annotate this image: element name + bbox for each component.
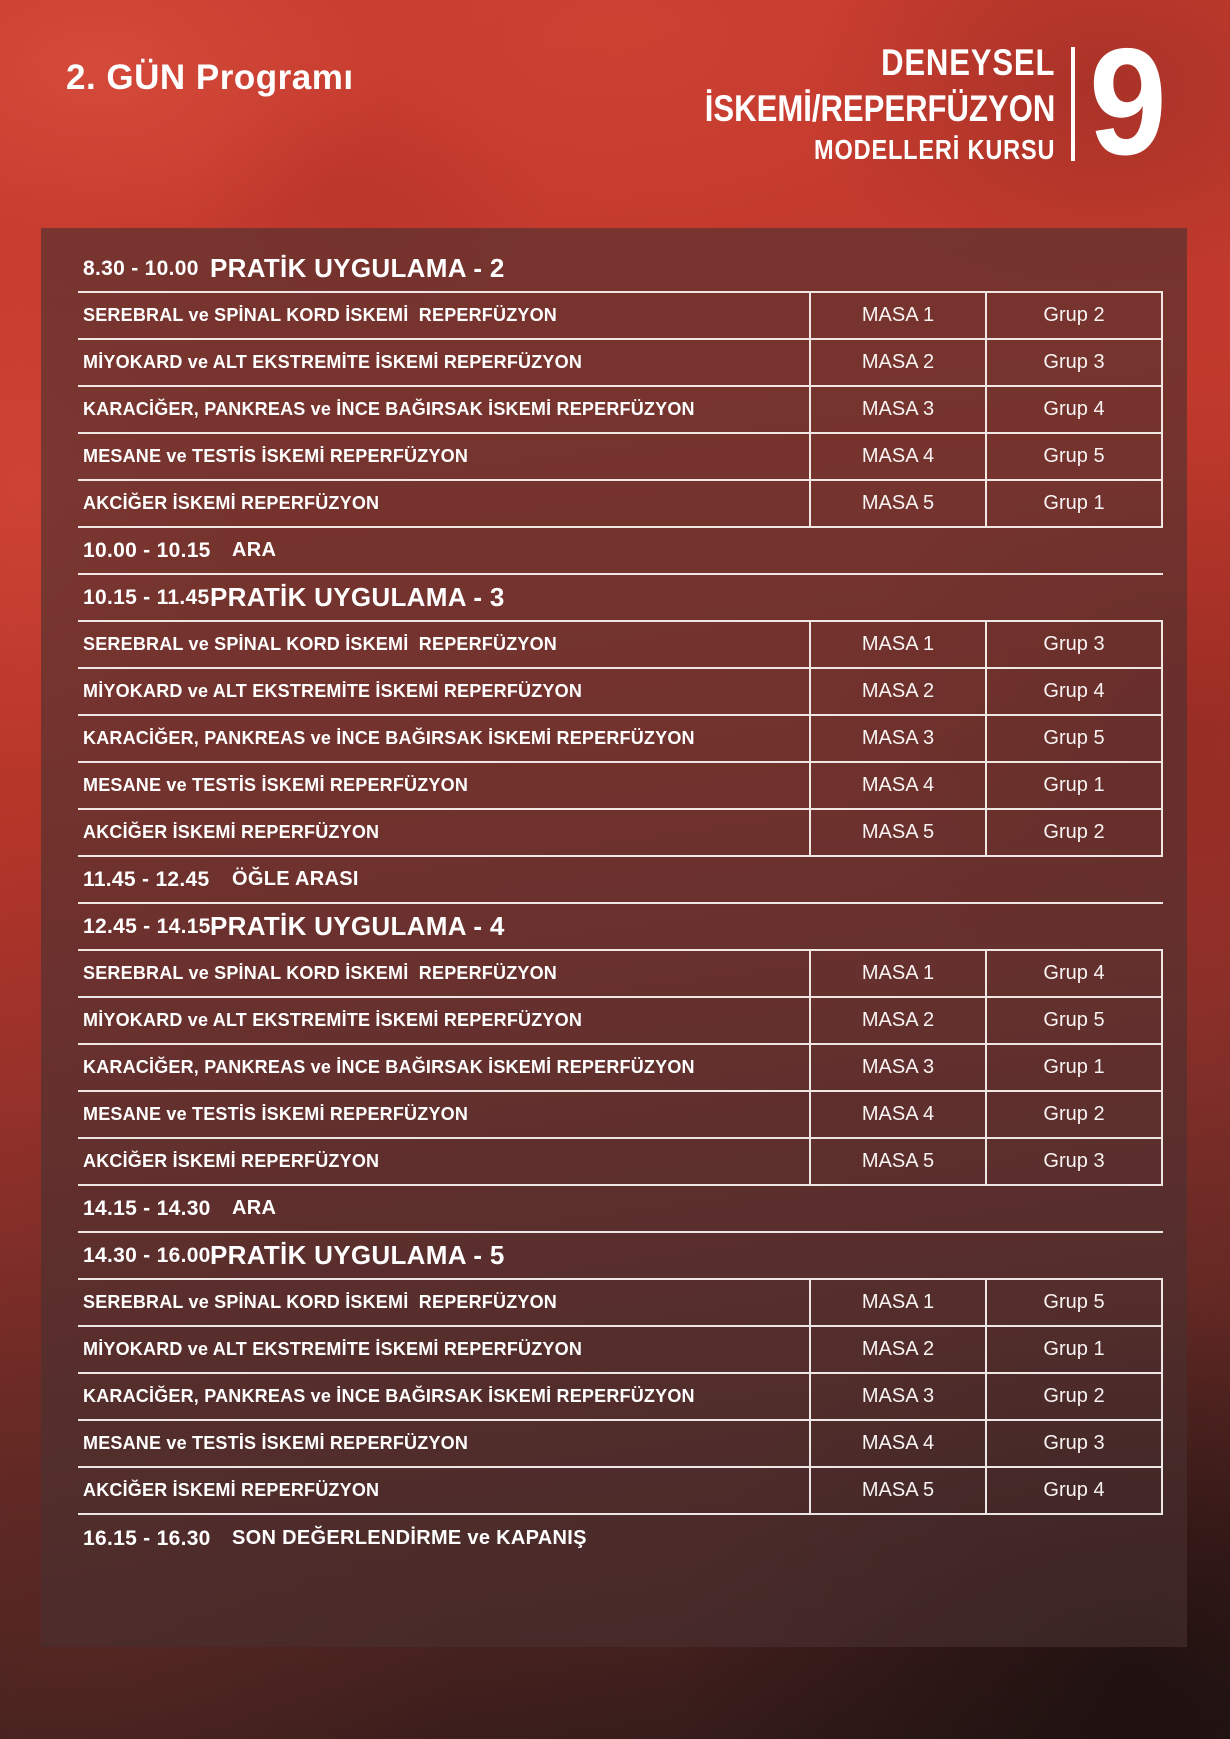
grup-cell: Grup 5	[985, 1280, 1161, 1325]
activity-cell: SEREBRAL ve SPİNAL KORD İSKEMİ REPERFÜZYON	[83, 634, 558, 654]
activity-cell: AKCİĞER İSKEMİ REPERFÜZYON	[83, 822, 380, 842]
activity-cell: SEREBRAL ve SPİNAL KORD İSKEMİ REPERFÜZYON	[83, 963, 558, 983]
break-label: SON DEĞERLENDİRME ve KAPANIŞ	[232, 1527, 587, 1549]
break-label: ARA	[232, 1197, 277, 1219]
grup-cell: Grup 4	[985, 669, 1161, 714]
logo-divider	[1071, 47, 1075, 161]
activity-cell: MESANE ve TESTİS İSKEMİ REPERFÜZYON	[83, 775, 469, 795]
masa-cell: MASA 2	[809, 340, 985, 385]
table-row	[78, 1092, 1163, 1139]
grup-cell: Grup 3	[985, 1421, 1161, 1466]
masa-cell: MASA 2	[809, 998, 985, 1043]
masa-cell: MASA 1	[809, 622, 985, 667]
session-table	[78, 951, 1163, 1186]
break-time: 10.00 - 10.15	[83, 538, 211, 562]
masa-cell: MASA 3	[809, 1045, 985, 1090]
session-time: 8.30 - 10.00	[83, 256, 199, 280]
table-row	[78, 669, 1163, 716]
masa-cell: MASA 5	[809, 1139, 985, 1184]
masa-cell: MASA 4	[809, 763, 985, 808]
grup-cell: Grup 4	[985, 1468, 1161, 1513]
session-header	[78, 575, 1163, 622]
table-row	[78, 1327, 1163, 1374]
logo-line-3: MODELLERİ KURSU	[814, 134, 1056, 165]
table-row	[78, 340, 1163, 387]
masa-cell: MASA 2	[809, 669, 985, 714]
table-row	[78, 1045, 1163, 1092]
activity-cell: MİYOKARD ve ALT EKSTREMİTE İSKEMİ REPERFÜZYON	[83, 1339, 583, 1359]
session-title: PRATİK UYGULAMA - 4	[210, 911, 505, 941]
table-row	[78, 1468, 1163, 1515]
activity-cell: MESANE ve TESTİS İSKEMİ REPERFÜZYON	[83, 1104, 469, 1124]
break-time: 16.15 - 16.30	[83, 1526, 211, 1550]
grup-cell: Grup 5	[985, 434, 1161, 479]
break-time: 14.15 - 14.30	[83, 1196, 211, 1220]
activity-cell: KARACİĞER, PANKREAS ve İNCE BAĞIRSAK İSKEMİ REPERFÜZYON	[83, 1057, 695, 1077]
activity-cell: SEREBRAL ve SPİNAL KORD İSKEMİ REPERFÜZYON	[83, 1292, 558, 1312]
table-row	[78, 622, 1163, 669]
activity-cell: KARACİĞER, PANKREAS ve İNCE BAĞIRSAK İSKEMİ REPERFÜZYON	[83, 1386, 695, 1406]
grup-cell: Grup 4	[985, 387, 1161, 432]
grup-cell: Grup 2	[985, 1374, 1161, 1419]
masa-cell: MASA 5	[809, 481, 985, 526]
grup-cell: Grup 3	[985, 622, 1161, 667]
break-row	[78, 857, 1163, 904]
masa-cell: MASA 4	[809, 434, 985, 479]
masa-cell: MASA 1	[809, 951, 985, 996]
table-row	[78, 951, 1163, 998]
activity-cell: SEREBRAL ve SPİNAL KORD İSKEMİ REPERFÜZYON	[83, 305, 558, 325]
grup-cell: Grup 1	[985, 763, 1161, 808]
activity-cell: KARACİĞER, PANKREAS ve İNCE BAĞIRSAK İSKEMİ REPERFÜZYON	[83, 728, 695, 748]
grup-cell: Grup 2	[985, 810, 1161, 855]
logo-line-2: İSKEMİ/REPERFÜZYON	[704, 88, 1056, 129]
grup-cell: Grup 2	[985, 293, 1161, 338]
masa-cell: MASA 1	[809, 293, 985, 338]
session-time: 14.30 - 16.00	[83, 1243, 211, 1267]
table-row	[78, 998, 1163, 1045]
grup-cell: Grup 5	[985, 998, 1161, 1043]
masa-cell: MASA 5	[809, 810, 985, 855]
session-title: PRATİK UYGULAMA - 3	[210, 582, 505, 612]
session-time: 10.15 - 11.45	[83, 585, 210, 609]
table-row	[78, 1374, 1163, 1421]
masa-cell: MASA 4	[809, 1421, 985, 1466]
session-table	[78, 1280, 1163, 1515]
course-logo	[638, 16, 1174, 187]
table-row	[78, 1139, 1163, 1186]
break-label: ARA	[232, 539, 277, 561]
masa-cell: MASA 3	[809, 387, 985, 432]
grup-cell: Grup 4	[985, 951, 1161, 996]
masa-cell: MASA 3	[809, 1374, 985, 1419]
grup-cell: Grup 3	[985, 340, 1161, 385]
page-title: 2. GÜN Programı	[66, 58, 354, 97]
table-row	[78, 716, 1163, 763]
table-row	[78, 387, 1163, 434]
masa-cell: MASA 5	[809, 1468, 985, 1513]
session-time: 12.45 - 14.15	[83, 914, 211, 938]
table-row	[78, 434, 1163, 481]
grup-cell: Grup 1	[985, 1045, 1161, 1090]
masa-cell: MASA 4	[809, 1092, 985, 1137]
schedule-panel	[41, 228, 1187, 1647]
activity-cell: AKCİĞER İSKEMİ REPERFÜZYON	[83, 1151, 380, 1171]
schedule	[78, 246, 1163, 1562]
activity-cell: MİYOKARD ve ALT EKSTREMİTE İSKEMİ REPERFÜZYON	[83, 1010, 583, 1030]
table-row	[78, 1280, 1163, 1327]
logo-line-1: DENEYSEL	[881, 42, 1056, 83]
grup-cell: Grup 5	[985, 716, 1161, 761]
masa-cell: MASA 2	[809, 1327, 985, 1372]
grup-cell: Grup 1	[985, 481, 1161, 526]
table-row	[78, 481, 1163, 528]
table-row	[78, 763, 1163, 810]
break-row	[78, 1186, 1163, 1233]
session-table	[78, 622, 1163, 857]
course-logo-text	[705, 44, 1056, 164]
grup-cell: Grup 3	[985, 1139, 1161, 1184]
masa-cell: MASA 1	[809, 1280, 985, 1325]
break-time: 11.45 - 12.45	[83, 867, 210, 891]
activity-cell: MİYOKARD ve ALT EKSTREMİTE İSKEMİ REPERFÜZYON	[83, 352, 583, 372]
break-row	[78, 528, 1163, 575]
session-header	[78, 246, 1163, 293]
activity-cell: MESANE ve TESTİS İSKEMİ REPERFÜZYON	[83, 446, 469, 466]
logo-edition-number: 9	[1089, 16, 1168, 187]
session-title: PRATİK UYGULAMA - 2	[210, 253, 505, 283]
grup-cell: Grup 1	[985, 1327, 1161, 1372]
activity-cell: AKCİĞER İSKEMİ REPERFÜZYON	[83, 493, 380, 513]
grup-cell: Grup 2	[985, 1092, 1161, 1137]
session-header	[78, 904, 1163, 951]
table-row	[78, 1421, 1163, 1468]
activity-cell: KARACİĞER, PANKREAS ve İNCE BAĞIRSAK İSKEMİ REPERFÜZYON	[83, 399, 695, 419]
break-label: ÖĞLE ARASI	[232, 868, 359, 890]
activity-cell: AKCİĞER İSKEMİ REPERFÜZYON	[83, 1480, 380, 1500]
activity-cell: MESANE ve TESTİS İSKEMİ REPERFÜZYON	[83, 1433, 469, 1453]
break-row	[78, 1515, 1163, 1562]
session-header	[78, 1233, 1163, 1280]
session-table	[78, 293, 1163, 528]
table-row	[78, 810, 1163, 857]
session-title: PRATİK UYGULAMA - 5	[210, 1240, 505, 1270]
masa-cell: MASA 3	[809, 716, 985, 761]
activity-cell: MİYOKARD ve ALT EKSTREMİTE İSKEMİ REPERFÜZYON	[83, 681, 583, 701]
table-row	[78, 293, 1163, 340]
